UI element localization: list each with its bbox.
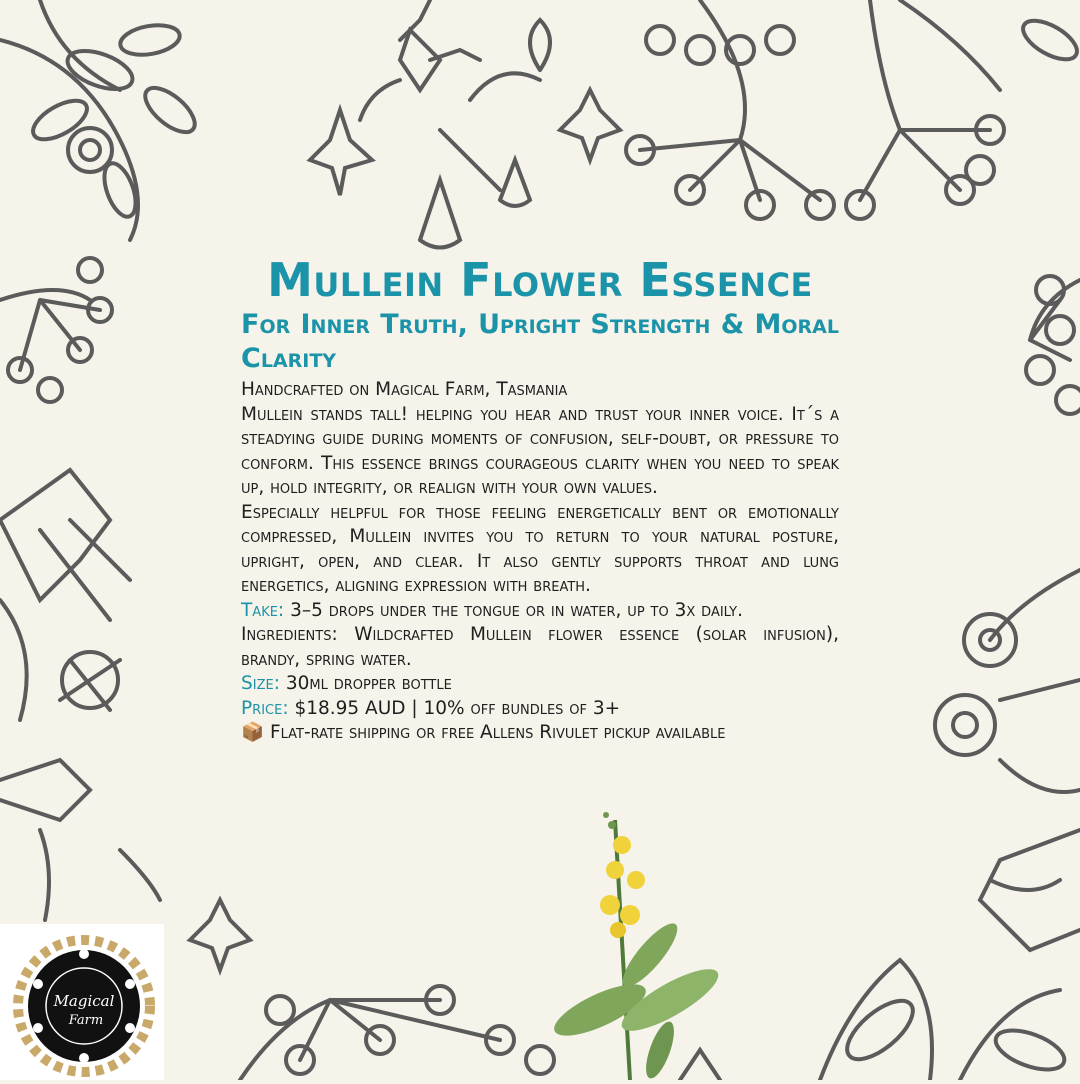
mullein-plant-illustration [548,812,726,1080]
page-subtitle: For Inner Truth, Upright Strength & Moral Clarity [241,309,839,374]
origin-line: Handcrafted on Magical Farm, Tasmania [241,379,568,400]
magical-farm-logo [0,924,164,1080]
logo-text-line2: Farm [68,1013,104,1028]
ingredients-line: Ingredients: Wildcrafted Mullein flower essence (solar infusion), brandy, spring water. [241,624,839,670]
package-icon: 📦 [241,722,265,743]
logo-panel [0,924,164,1080]
shipping-line [241,721,839,746]
size-line [241,672,839,697]
price-label: Price: [241,697,289,719]
description-paragraph-1: Mullein stands tall! helping you hear and trust your inner voice. It´s a steadying guide during moments of confusion, self-doubt, or pressure to conform. This essence brings courageous clarity when you need to speak up, hold integrity, or realign with your own values. [241,403,839,498]
product-description [241,252,839,746]
logo-text-line1: Magical [53,992,115,1010]
page-title: Mullein Flower Essence [267,253,813,307]
take-line [241,599,839,624]
description-paragraph-2: Especially helpful for those feeling energetically bent or emotionally compressed, Mullein invites you to return to your natural posture, upright, open, and clear. It also gently supports throat and lung energetics, aligning expression with breath. [241,501,839,596]
price-line [241,697,839,722]
take-value: 3–5 drops under the tongue or in water, up to 3x daily. [290,599,744,621]
size-label: Size: [241,673,280,694]
size-value: 30ml dropper bottle [285,673,452,694]
price-value: $18.95 AUD | 10% off bundles of 3+ [294,697,621,719]
take-label: Take: [241,599,285,621]
shipping-text: Flat-rate shipping or free Allens Rivulet pickup available [269,722,726,743]
